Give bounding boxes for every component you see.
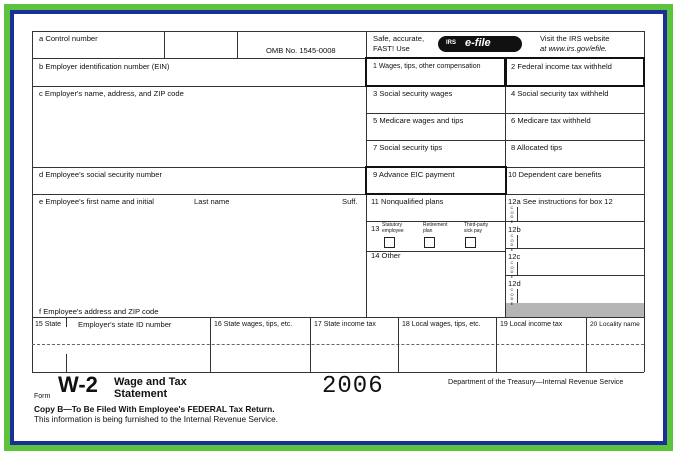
code-12b: C O D E [510, 233, 514, 252]
box6-label: 6 Medicare tax withheld [511, 116, 591, 125]
box15-state-divider-2 [66, 354, 67, 372]
box5-label: 5 Medicare wages and tips [373, 116, 464, 125]
box16-divider [210, 317, 211, 372]
omb-number: OMB No. 1545-0008 [266, 46, 336, 55]
form-title-line2: Statement [114, 388, 168, 400]
code-12a: C O D E [510, 205, 514, 224]
box16-label: 16 State wages, tips, etc. [214, 321, 293, 328]
box9-label: 9 Advance EIC payment [373, 170, 455, 179]
box17-divider [310, 317, 311, 372]
box19-label: 19 Local income tax [500, 321, 563, 328]
box12a-label: 12a See instructions for box 12 [508, 197, 613, 206]
box-a-divider1 [164, 31, 165, 58]
box13-number: 13 [371, 224, 380, 233]
code-sep-12a [517, 207, 518, 221]
efile-logo [438, 36, 522, 52]
info-line: This information is being furnished to the Internal Revenue Service. [34, 415, 278, 424]
efile-logo-irs: IRS [446, 40, 457, 46]
box11-label: 11 Nonqualified plans [371, 197, 444, 206]
statutory-employee-checkbox[interactable] [384, 237, 395, 248]
state-row-dash [32, 344, 644, 345]
box3-label: 3 Social security wages [373, 89, 453, 98]
box8-label: 8 Allocated tips [511, 143, 563, 152]
box18-label: 18 Local wages, tips, etc. [402, 321, 481, 328]
department-line: Department of the Treasury—Internal Revenue Service [448, 377, 624, 386]
box-e-suff-label: Suff. [342, 197, 358, 206]
row-15-line [32, 317, 644, 318]
row-3-line [366, 113, 644, 114]
row-12c-line [505, 275, 644, 276]
box2-label: 2 Federal income tax withheld [511, 62, 612, 71]
box13-thirdparty-label: Third-party sick pay [464, 222, 489, 234]
code-12d: C O D E [510, 287, 514, 306]
box-e-last-label: Last name [194, 197, 230, 206]
retirement-plan-checkbox[interactable] [424, 237, 435, 248]
box13-retirement-label: Retirement plan [423, 222, 448, 234]
efile-logo-text: e-file [465, 37, 491, 49]
efile-visit1: Visit the IRS website [540, 34, 610, 43]
box-c-label: c Employer's name, address, and ZIP code [39, 89, 184, 98]
box10-label: 10 Dependent care benefits [508, 170, 602, 179]
box7-label: 7 Social security tips [373, 143, 443, 152]
code-12c: C O D E [510, 260, 514, 279]
copy-b-line: Copy B—To Be Filed With Employee's FEDERAL Tax Return. [34, 404, 275, 414]
box-a-label: a Control number [39, 34, 98, 43]
box12b-label: 12b [508, 225, 521, 234]
box20-divider [586, 317, 587, 372]
box12d-label: 12d [508, 279, 521, 288]
w2-form [14, 14, 663, 441]
box12c-label: 12c [508, 252, 521, 261]
shaded-bar [506, 303, 644, 317]
box15-state-divider [66, 317, 67, 327]
box4-label: 4 Social security tax withheld [511, 89, 609, 98]
box-e-first-label: e Employee's first name and initial [39, 197, 154, 206]
code-sep-12b [517, 235, 518, 248]
box19-divider [496, 317, 497, 372]
box-a-divider2 [237, 31, 238, 58]
row-11-line [366, 221, 644, 222]
tax-year: 2006 [322, 373, 384, 400]
form-top-line [32, 31, 644, 32]
box1-label: 1 Wages, tips, other compensation [373, 63, 481, 70]
box-f-label: f Employee's address and ZIP code [39, 307, 159, 316]
row-d-line [32, 167, 366, 168]
row-5-line [366, 140, 644, 141]
efile-line2: FAST! Use [373, 44, 410, 53]
box-d-label: d Employee's social security number [39, 170, 163, 179]
box13-statutory-label: Statutory employee [382, 222, 404, 234]
box18-divider [398, 317, 399, 372]
box15-id-label: Employer's state ID number [78, 320, 172, 329]
form-name: W-2 [58, 372, 98, 397]
form-label: Form [34, 393, 51, 400]
form-left-line [32, 31, 33, 372]
row-e-line [32, 194, 366, 195]
code-sep-12c [517, 262, 518, 275]
box14-label: 14 Other [371, 251, 401, 260]
box20-label: 20 Locality name [590, 321, 640, 328]
row-12b-line [505, 248, 644, 249]
box-b-label: b Employer identification number (EIN) [39, 62, 170, 71]
efile-visit2: at www.irs.gov/efile. [540, 44, 608, 53]
code-sep-12d [517, 289, 518, 303]
efile-line1: Safe, accurate, [373, 34, 425, 43]
third-party-sick-pay-checkbox[interactable] [465, 237, 476, 248]
box17-label: 17 State income tax [314, 321, 376, 328]
box15-state-label: 15 State [35, 321, 62, 328]
box-a-divider3 [366, 31, 367, 58]
form-title-line1: Wage and Tax [114, 376, 187, 388]
